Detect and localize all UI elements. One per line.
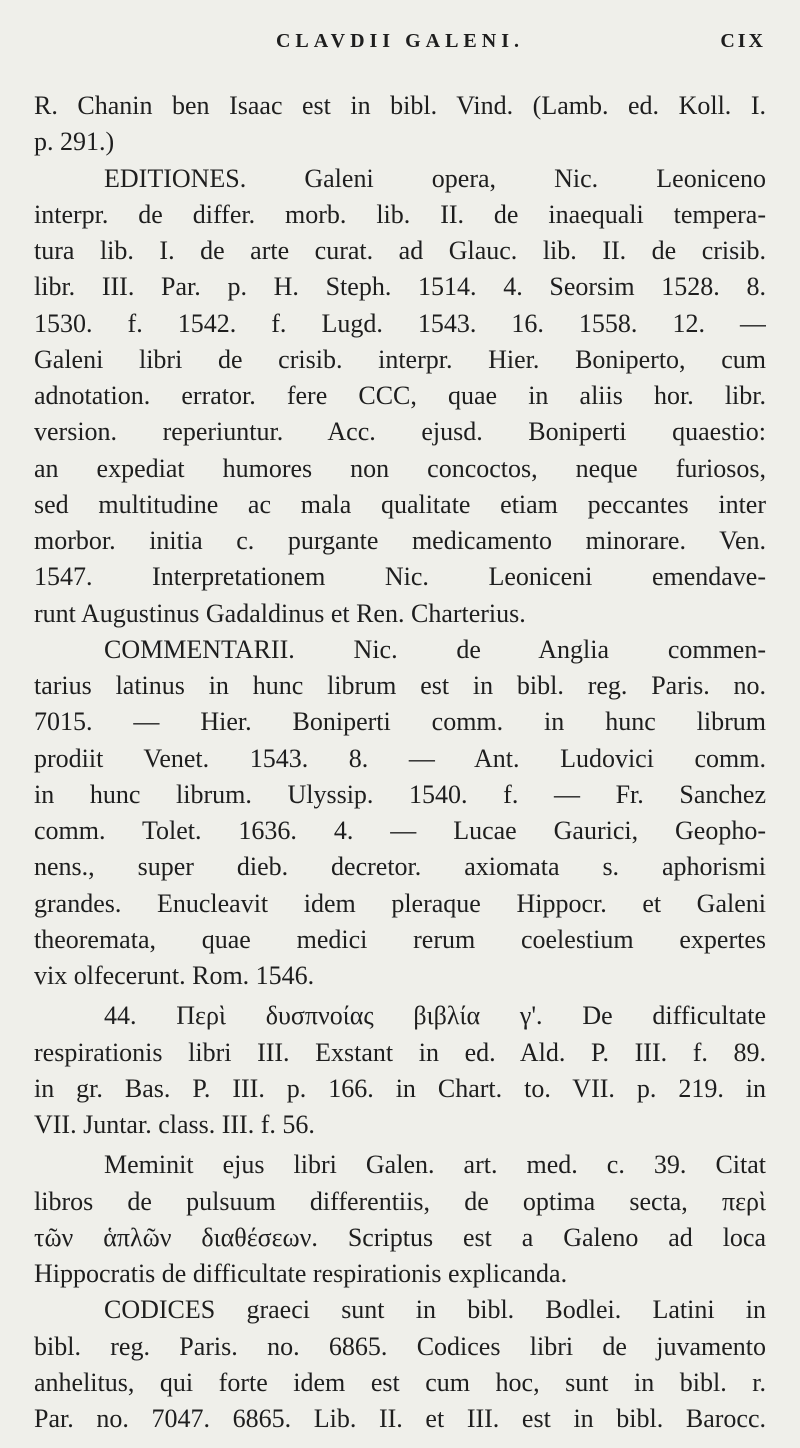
text-line: in hunc librum. Ulyssip. 1540. f. — Fr. Sanchez — [34, 779, 766, 809]
text-line: runt Augustinus Gadaldinus et Ren. Charterius. — [34, 598, 526, 628]
text-line: COMMENTARII. Nic. de Anglia commen- — [104, 634, 766, 664]
text-line: comm. Tolet. 1636. 4. — Lucae Gaurici, Geopho- — [34, 816, 766, 845]
text-line: prodiit Venet. 1543. 8. — Ant. Ludovici comm. — [34, 743, 766, 773]
text-line: tura lib. I. de arte curat. ad Glauc. lib. II. de crisib. — [34, 236, 766, 265]
text-line: Par. no. 7047. 6865. Lib. II. et III. est in bibl. Barocc. — [34, 1404, 766, 1433]
text-line: sed multitudine ac mala qualitate etiam peccantes inter — [34, 489, 766, 519]
text-line: EDITIONES. Galeni opera, Nic. Leoniceno — [104, 163, 766, 193]
text-line: in gr. Bas. P. III. p. 166. in Chart. to. VII. p. 219. in — [34, 1073, 766, 1103]
text-line: Hippocratis de difficultate respirationis explicanda. — [34, 1259, 568, 1288]
text-line: libros de pulsuum differentiis, de optima secta, περὶ — [34, 1186, 766, 1216]
text-line: Galeni libri de crisib. interpr. Hier. Boniperto, cum — [34, 344, 766, 374]
text-line: Meminit ejus libri Galen. art. med. c. 39. Citat — [104, 1150, 766, 1180]
page-number: CIX — [720, 30, 766, 52]
text-line: tarius latinus in hunc librum est in bibl. reg. Paris. no. — [34, 671, 766, 700]
text-line: version. reperiuntur. Acc. ejusd. Boniperti quaestio: — [34, 417, 766, 447]
page-header — [0, 30, 800, 60]
text-line: theoremata, quae medici rerum coelestium expertes — [34, 924, 766, 954]
text-line: 44. Περὶ δυσπνοίας βιβλία γ'. De difficultate — [104, 1001, 766, 1031]
text-line: p. 291.) — [34, 127, 115, 157]
running-title: CLAVDII GALENI. — [275, 30, 524, 52]
text-line: nens., super dieb. decretor. axiomata s. aphorismi — [34, 852, 766, 882]
text-line: anhelitus, qui forte idem est cum hoc, sunt in bibl. r. — [34, 1367, 766, 1397]
page-body — [34, 88, 766, 1437]
text-line: R. Chanin ben Isaac est in bibl. Vind. (Lamb. ed. Koll. I. — [34, 91, 766, 120]
text-line: grandes. Enucleavit idem pleraque Hippocr. et Galeni — [34, 888, 766, 918]
text-line: τῶν ἁπλῶν διαθέσεων. Scriptus est a Galeno ad loca — [34, 1222, 766, 1252]
text-line: libr. III. Par. p. H. Steph. 1514. 4. Seorsim 1528. 8. — [34, 272, 766, 302]
text-line: adnotation. errator. fere CCC, quae in aliis hor. libr. — [34, 381, 766, 410]
text-line: respirationis libri III. Exstant in ed. Ald. P. III. f. 89. — [34, 1037, 766, 1067]
text-line: interpr. de differ. morb. lib. II. de inaequali tempera- — [34, 199, 766, 229]
text-line: 7015. — Hier. Boniperti comm. in hunc librum — [34, 707, 766, 737]
text-line: 1530. f. 1542. f. Lugd. 1543. 16. 1558. 12. — — [34, 308, 766, 338]
text-line: VII. Juntar. class. III. f. 56. — [34, 1110, 315, 1139]
text-line: morbor. initia c. purgante medicamento minorare. Ven. — [34, 526, 766, 555]
text-line: 1547. Interpretationem Nic. Leoniceni emendave- — [34, 562, 766, 592]
text-line: CODICES graeci sunt in bibl. Bodlei. Latini in — [104, 1295, 766, 1325]
text-line: bibl. reg. Paris. no. 6865. Codices libri de juvamento — [34, 1331, 766, 1361]
text-line: an expediat humores non concoctos, neque furiosos, — [34, 453, 766, 483]
text-line: vix olfecerunt. Rom. 1546. — [34, 961, 315, 990]
